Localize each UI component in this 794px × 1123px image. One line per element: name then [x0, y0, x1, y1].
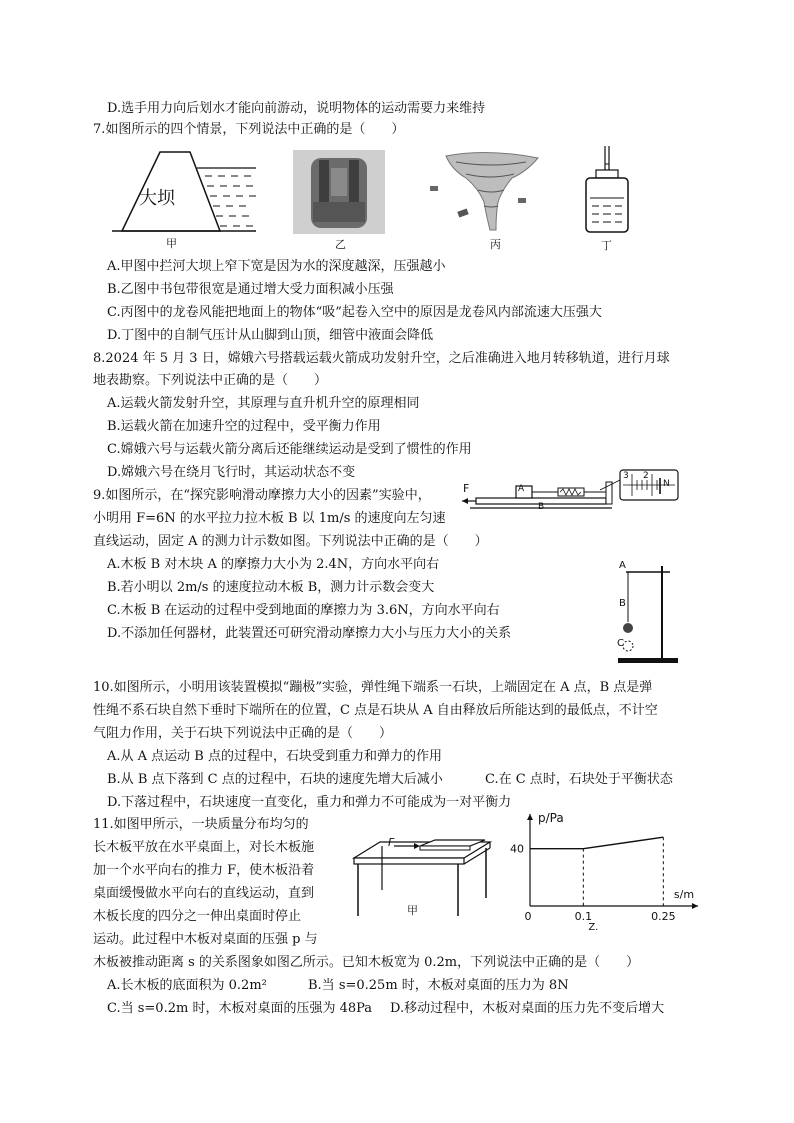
q7-option-b: B.乙图中书包带很宽是通过增大受力面积减小压强 — [107, 282, 394, 297]
q7-option-d: D.丁图中的自制气压计从山脚到山顶，细管中液面会降低 — [107, 328, 434, 343]
q9-option-d: D.不添加任何器材，此装置还可研究滑动摩擦力大小与压力大小的关系 — [107, 626, 512, 641]
pressure-line — [530, 837, 663, 848]
q8-option-c: C.嫦娥六号与运载火箭分离后还能继续运动是受到了惯性的作用 — [107, 442, 472, 457]
x-axis-arrow — [692, 903, 698, 909]
y-tick-label: 40 — [510, 842, 524, 856]
q7-option-c: C.丙图中的龙卷风能把地面上的物体“吸”起卷入空中的原因是龙卷风内部流速大压强大 — [107, 305, 602, 320]
q8-option-a: A.运载火箭发射升空，其原理与直升机升空的原理相同 — [107, 396, 420, 411]
q10-stem-line2: 性绳不系石块自然下垂时下端所在的位置，C 点是石块从 A 自由释放后所能达到的最低点，不计空 — [93, 703, 658, 718]
q11-figure-jia-caption: 甲 — [407, 904, 418, 917]
x-axis-label: s/m — [673, 888, 695, 901]
dam-label: 大坝 — [139, 188, 175, 209]
q11-option-d: D.移动过程中，木板对桌面的压力先不变后增大 — [390, 1001, 665, 1016]
q10-figure-bungee-stand — [612, 560, 692, 668]
q8-stem-line2: 地表勘察。下列说法中正确的是（ ） — [93, 373, 328, 388]
q11-stem-line5: 木板长度的四分之一伸出桌面时停止 — [93, 909, 302, 924]
q10-stem-line1: 10.如图所示，小明用该装置模拟“蹦极”实验，弹性绳下端系一石块，上端固定在 A 点，B 点是弹 — [93, 680, 653, 695]
y-axis-label: p/Pa — [538, 811, 564, 825]
q9-board-b-label: B — [538, 502, 545, 512]
q7-option-a: A.甲图中拦河大坝上窄下宽是因为水的深度越深，压强越小 — [107, 259, 446, 274]
q9-scale-tick-3: 3 — [623, 471, 629, 481]
q11-option-b: B.当 s=0.25m 时，木板对桌面的压力为 8N — [308, 978, 569, 993]
q10-point-a-label: A — [619, 560, 626, 571]
q11-stem-line7: 木板被推动距离 s 的关系图象如图乙所示。已知木板宽为 0.2m，下列说法中正确的是（ ） — [93, 955, 640, 970]
q10-option-a: A.从 A 点运动 B 点的过程中，石块受到重力和弹力的作用 — [107, 749, 442, 764]
q9-scale-tick-2: 2 — [643, 471, 649, 481]
q11-ps-chart — [508, 810, 708, 930]
q7-figure-dam — [110, 146, 260, 236]
x-tick-label: 0.25 — [651, 910, 676, 923]
q7-figure-barometer — [582, 146, 632, 236]
q9-stem-line1: 9.如图所示，在“探究影响滑动摩擦力大小的因素”实验中， — [93, 488, 431, 503]
q10-point-b-label: B — [619, 598, 626, 609]
q9-force-label: F — [463, 482, 470, 495]
q9-option-b: B.若小明以 2m/s 的速度拉动木板 B，测力计示数会变大 — [107, 580, 435, 595]
q10-option-d: D.下落过程中，石块速度一直变化，重力和弹力不可能成为一对平衡力 — [107, 795, 512, 810]
q10-option-c: C.在 C 点时，石块处于平衡状态 — [485, 772, 673, 787]
q11-option-c: C.当 s=0.2m 时，木板对桌面的压强为 48Pa — [107, 1001, 373, 1016]
q10-option-b: B.从 B 点下落到 C 点的过程中，石块的速度先增大后减小 — [107, 772, 443, 787]
spring-scale — [558, 488, 584, 496]
q9-block-a-label: A — [518, 484, 525, 494]
q10-point-c-label: C — [617, 638, 624, 649]
q11-stem-line2: 长木板平放在水平桌面上，对长木板施 — [93, 840, 315, 855]
q9-stem-line2: 小明用 F=6N 的水平拉力拉木板 B 以 1m/s 的速度向左匀速 — [93, 511, 446, 526]
figure-yi-caption: 乙 — [335, 238, 346, 251]
q9-stem-line3: 直线运动，固定 A 的测力计示数如图。下列说法中正确的是（ ） — [93, 534, 488, 549]
figure-ding-caption: 丁 — [601, 239, 612, 252]
q11-stem-line6: 运动。此过程中木板对桌面的压强 p 与 — [93, 932, 318, 947]
q11-stem-line1: 11.如图甲所示，一块质量分布均匀的 — [93, 817, 309, 832]
q8-option-d: D.嫦娥六号在绕月飞行时，其运动状态不变 — [107, 465, 356, 480]
q7-figure-tornado — [426, 150, 546, 234]
q7-stem: 7.如图所示的四个情景，下列说法中正确的是（ ） — [93, 122, 405, 137]
figure-bing-caption: 丙 — [490, 238, 501, 251]
q9-option-a: A.木板 B 对木块 A 的摩擦力大小为 2.4N，方向水平向右 — [107, 557, 440, 572]
stone — [623, 623, 633, 633]
q11-stem-line3: 加一个水平向右的推力 F，使木板沿着 — [93, 863, 315, 878]
q8-stem-line1: 8.2024 年 5 月 3 日，嫦娥六号搭载运载火箭成功发射升空，之后准确进入地月转移轨道，进行月球 — [93, 351, 670, 366]
figure-jia-caption: 甲 — [166, 237, 177, 250]
origin-label: 0 — [524, 910, 532, 923]
q11-stem-line4: 桌面缓慢做水平向右的直线运动，直到 — [93, 886, 315, 901]
q9-scale-unit: N — [663, 479, 670, 489]
y-axis-arrow — [527, 814, 533, 820]
q7-figure-backpack — [293, 150, 385, 234]
q11-option-a: A.长木板的底面积为 0.2m² — [107, 978, 267, 993]
q9-option-c: C.木板 B 在运动的过程中受到地面的摩擦力为 3.6N，方向水平向右 — [107, 603, 500, 618]
q6-option-d: D.选手用力向后划水才能向前游动，说明物体的运动需要力来维持 — [107, 101, 486, 116]
chart-caption: Z. — [588, 922, 599, 930]
q10-stem-line3: 气阻力作用，关于石块下列说法中正确的是（ ） — [93, 726, 393, 741]
x-tick-label: 0.1 — [574, 910, 593, 923]
q11-force-label: F — [388, 836, 395, 849]
q8-option-b: B.运载火箭在加速升空的过程中，受平衡力作用 — [107, 419, 381, 434]
